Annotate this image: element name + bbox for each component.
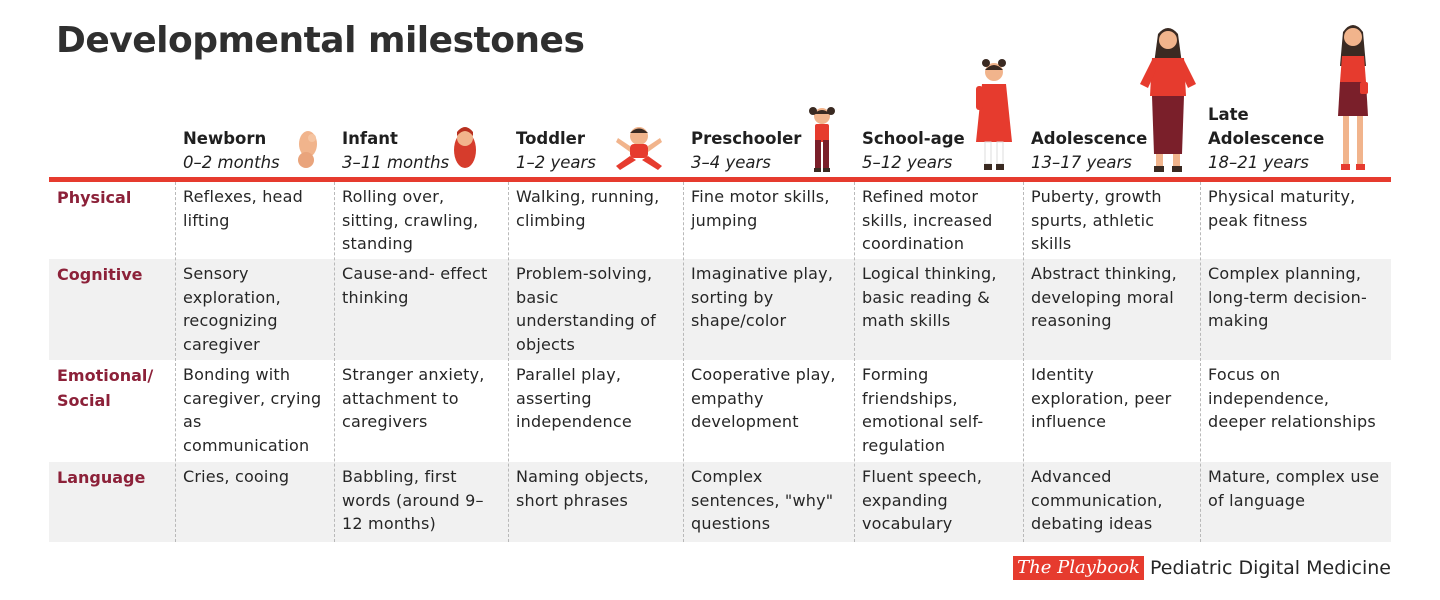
row-label: Language xyxy=(57,468,146,487)
table-cell: Fine motor skills, jumping xyxy=(691,187,830,230)
table-cell: Rolling over, sitting, crawling, standing xyxy=(342,187,479,253)
age-range: 3–4 years xyxy=(691,153,771,172)
row-label: Cognitive xyxy=(57,265,143,284)
table-cell: Mature, complex use of language xyxy=(1208,467,1380,510)
table-cell: Parallel play, asserting independence xyxy=(516,365,632,431)
age-range: 13–17 years xyxy=(1031,153,1132,172)
table-row xyxy=(49,360,1391,462)
stage-label: Toddler xyxy=(516,129,586,148)
column-header-3 xyxy=(691,127,841,182)
table-cell: Complex planning, long-term decision-making xyxy=(1208,264,1367,330)
stage-label: Adolescence xyxy=(1031,129,1148,148)
table-cell: Cooperative play, empathy development xyxy=(691,365,836,431)
column-header-2 xyxy=(516,127,666,182)
column-header-4 xyxy=(862,127,1012,182)
table-cell: Fluent speech, expanding vocabulary xyxy=(862,467,983,533)
column-divider xyxy=(334,182,335,542)
table-cell: Cries, cooing xyxy=(183,467,290,486)
stage-label: School-age xyxy=(862,129,965,148)
column-divider xyxy=(175,182,176,542)
table-row xyxy=(49,462,1391,542)
table-cell: Walking, running, climbing xyxy=(516,187,660,230)
age-range: 3–11 months xyxy=(342,153,450,172)
column-header-0 xyxy=(183,127,333,182)
table-cell: Forming friendships, emotional self-regulation xyxy=(862,365,984,455)
table-cell: Babbling, first words (around 9–12 months) xyxy=(342,467,484,533)
table-cell: Advanced communication, debating ideas xyxy=(1031,467,1163,533)
table-cell: Focus on independence, deeper relationships xyxy=(1208,365,1376,431)
column-header-5 xyxy=(1031,127,1181,182)
stage-label: Late Adolescence xyxy=(1208,105,1325,148)
age-range: 5–12 years xyxy=(862,153,953,172)
table-cell: Abstract thinking, developing moral reasoning xyxy=(1031,264,1177,330)
brand-logo: The Playbook xyxy=(1013,556,1144,580)
page-title: Developmental milestones xyxy=(56,20,585,61)
table-cell: Logical thinking, basic reading & math skills xyxy=(862,264,997,330)
column-divider xyxy=(854,182,855,542)
table-cell: Refined motor skills, increased coordination xyxy=(862,187,993,253)
column-header-1 xyxy=(342,127,492,182)
table-cell: Cause-and- effect thinking xyxy=(342,264,488,307)
stage-label: Infant xyxy=(342,129,398,148)
table-cell: Stranger anxiety, attachment to caregivers xyxy=(342,365,485,431)
row-label: Physical xyxy=(57,188,132,207)
table-row xyxy=(49,182,1391,259)
age-range: 1–2 years xyxy=(516,153,596,172)
table-cell: Problem-solving, basic understanding of objects xyxy=(516,264,657,354)
column-divider xyxy=(1200,182,1201,542)
age-range: 0–2 months xyxy=(183,153,280,172)
table-cell: Imaginative play, sorting by shape/color xyxy=(691,264,834,330)
column-divider xyxy=(683,182,684,542)
stage-label: Newborn xyxy=(183,129,267,148)
footer xyxy=(1013,556,1391,580)
table-cell: Naming objects, short phrases xyxy=(516,467,649,510)
column-header-6 xyxy=(1208,103,1338,182)
footer-text: Pediatric Digital Medicine xyxy=(1149,557,1391,579)
table-cell: Reflexes, head lifting xyxy=(183,187,303,230)
table-cell: Sensory exploration, recognizing caregiver xyxy=(183,264,281,354)
table-cell: Identity exploration, peer influence xyxy=(1031,365,1172,431)
table-cell: Bonding with caregiver, crying as communication xyxy=(183,365,322,455)
column-divider xyxy=(1023,182,1024,542)
table-cell: Complex sentences, "why" questions xyxy=(691,467,834,533)
stage-label: Preschooler xyxy=(691,129,802,148)
row-label: Emotional/ Social xyxy=(57,366,154,410)
age-range: 18–21 years xyxy=(1208,153,1309,172)
table-row xyxy=(49,259,1391,360)
table-cell: Puberty, growth spurts, athletic skills xyxy=(1031,187,1162,253)
column-divider xyxy=(508,182,509,542)
table-cell: Physical maturity, peak fitness xyxy=(1208,187,1356,230)
